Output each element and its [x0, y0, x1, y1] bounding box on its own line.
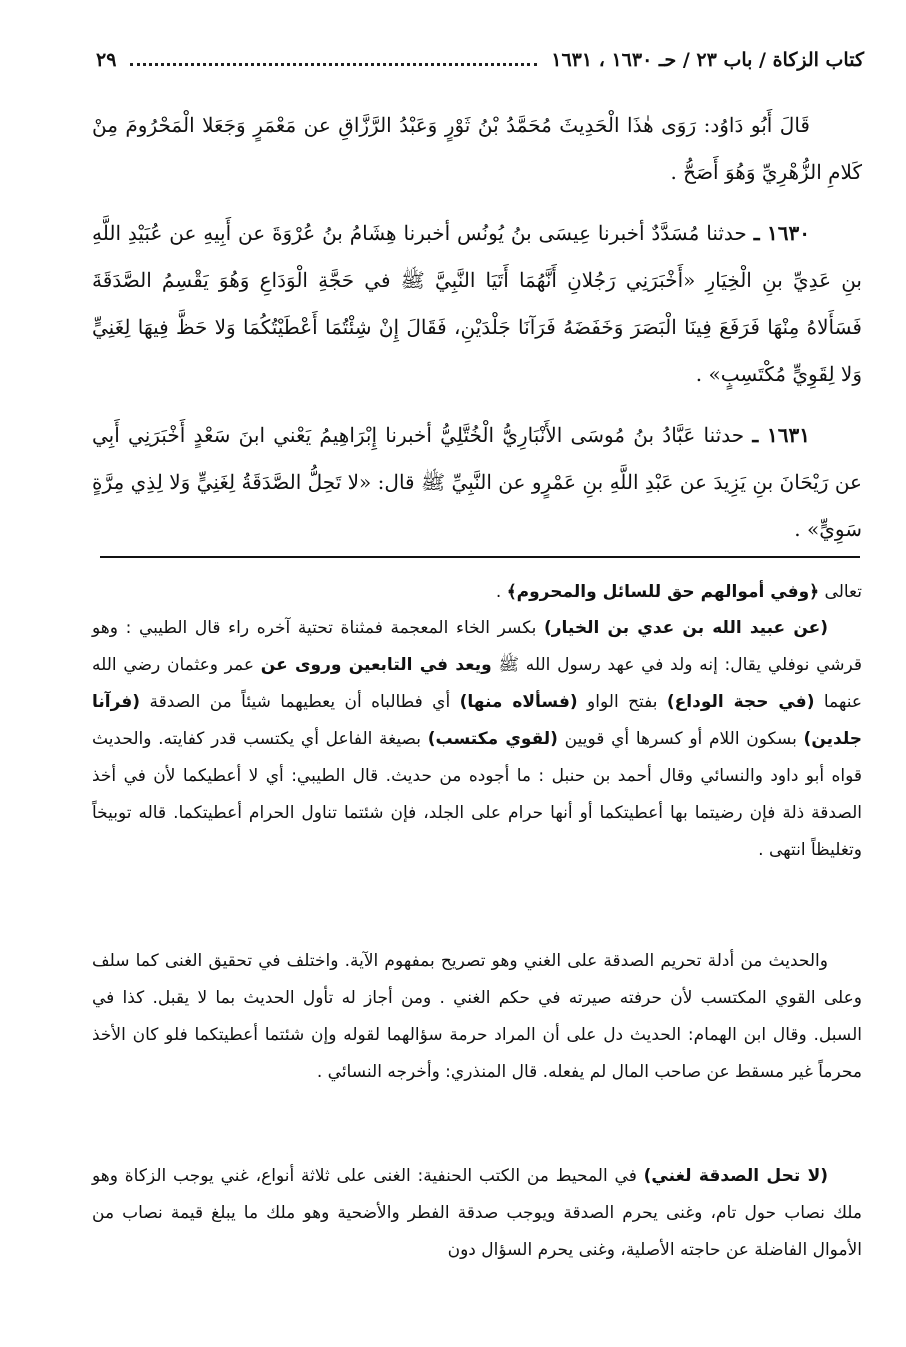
hadith-number-1630: ١٦٣٠ ـ: [753, 221, 810, 245]
commentary-text: في المحيط من الكتب الحنفية: الغنى على ثلاثة أنواع، غني يوجب الزكاة وهو ملك نصاب حول تام، وغنى يحرم الصدقة ويوجب صدقة الفطر والأضحية وهو ملك ما يبلغ قيمة نصاب من الأموال الفاضلة عن حاجته الأصلية، وغنى يحرم السؤال دون: [92, 1166, 862, 1260]
commentary-text: بسكون اللام أو كسرها أي قويين: [557, 729, 804, 749]
footnote-divider: [100, 556, 860, 558]
commentary-line1-pre: تعالى: [824, 582, 862, 602]
commentary-paragraph-3: والحديث من أدلة تحريم الصدقة على الغني وهو تصريح بمفهوم الآية. واختلف في تحقيق الغنى كما سلف وعلى القوي المكتسب لأن حرفته صيرته في حكم الغني . ومن أجاز له تأول الحديث بما لا يقبل. كذا في السبل. وقال ابن الهمام: الحديث دل على أن المراد حرمة سؤالهما لقوله وإن شئتما أعطيتكما فلو كان الأخذ محرماً غير مسقط عن صاحب المال لم يفعله. قال المنذري: وأخرجه النسائي .: [92, 951, 862, 1082]
commentary-line-1: [92, 574, 862, 611]
commentary-text: عمر وعثمان رضي الله عنهما: [92, 655, 862, 712]
lemma-qawiyy-muktasib: (لقوي مكتسب): [427, 729, 558, 749]
page-header: [96, 40, 864, 80]
commentary-text: بكسر الخاء المعجمة فمثناة تحتية آخره راء قال الطيبي : وهو قرشي نوفلي يقال: إنه ولد في عهد رسول الله ﷺ: [92, 618, 862, 675]
lemma-la-tahill: (لا تحل الصدقة لغني): [643, 1166, 829, 1186]
lemma-ubaydullah: (عن عبيد الله بن عدي بن الخيار): [543, 618, 828, 638]
quranic-verse: ﴿وفي أموالهم حق للسائل والمحروم﴾: [506, 582, 820, 602]
commentary-paragraph-4: [92, 1158, 862, 1269]
hadith-1630: [92, 210, 862, 398]
commentary-bold-phrase: ويعد في التابعين وروى عن: [260, 655, 492, 675]
hadith-1631-text: حدثنا عَبَّادُ بنُ مُوسَى الأَنْبَارِيُّ الْخُتَّلِيُّ أخبرنا إِبْرَاهِيمُ يَعْني ابنَ سَعْدٍ أَخْبَرَنِي أَبِي عن رَيْحَانَ بنِ يَزِيدَ عن عَبْدِ اللَّهِ بنِ عَمْرٍو عن النَّبِيِّ ﷺ قال: «لا تَحِلُّ الصَّدَقَةُ لِغَنِيٍّ وَلا لِذِي مِرَّةٍ سَوِيٍّ» .: [92, 423, 862, 541]
commentary-text: بصيغة الفاعل أي يكتسب قدر كفايته. والحديث قواه أبو داود والنسائي وقال أحمد بن حنبل : ما أجوده من حديث. قال الطيبي: أي لا أعطيكما لأن في أخذ الصدقة ذلة فإن رضيتما بها أعطيتكما أو أنها حرام على الجلد، فإن شئتما تناول الحرام أعطيتكما. قاله توبيخاً وتغليظاً انتهى .: [92, 729, 862, 860]
lemma-fasaalahu: (فسألاه منها): [459, 692, 578, 712]
commentary-text: بفتح الواو: [577, 692, 667, 712]
commentary-line1-post: .: [495, 582, 502, 602]
hadith-text-block-1: قَالَ أَبُو دَاوُد: رَوَى هٰذَا الْحَدِيثَ مُحَمَّدُ بْنُ ثَوْرٍ وَعَبْدُ الرَّزَّاقِ عن مَعْمَرٍ وَجَعَلا الْمَحْرُومَ مِنْ كَلامِ الزُّهْرِيِّ وَهُوَ أَصَحُّ .: [92, 113, 862, 184]
dotted-leader: [130, 63, 537, 66]
hadith-1631: [92, 412, 862, 553]
commentary-text: أي فطالباه أن يعطيهما شيئاً من الصدقة: [140, 692, 460, 712]
lemma-faraana-jaldayn: (فرآنا جلدين): [92, 692, 863, 749]
lemma-hajjat-al-wada: (في حجة الوداع): [666, 692, 815, 712]
commentary-paragraph-2: [92, 610, 862, 869]
running-title: كتاب الزكاة / باب ٢٣ / حـ ١٦٣٠ ، ١٦٣١: [551, 49, 864, 71]
hadith-1630-text: حدثنا مُسَدَّدٌ أخبرنا عِيسَى بنُ يُونُس أخبرنا هِشَامُ بنُ عُرْوَةَ عن أَبِيهِ عن عُبَيْدِ اللَّهِ بنِ عَدِيِّ بنِ الْخِيَارِ «أَخْبَرَنِي رَجُلانِ أَنَّهُمَا أَتَيَا النَّبِيَّ ﷺ في حَجَّةِ الْوَدَاعِ وَهُوَ يَقْسِمُ الصَّدَقَةَ فَسَأَلاهُ مِنْهَا فَرَفَعَ فِينَا الْبَصَرَ وَخَفَضَهُ فَرَآنَا جَلْدَيْنِ، فَقَالَ إِنْ شِئْتُمَا أَعْطَيْتُكُمَا وَلا حَظَّ فِيهَا لِغَنِيٍّ وَلا لِقَوِيٍّ مُكْتَسِبٍ» .: [92, 221, 862, 386]
hadith-number-1631: ١٦٣١ ـ: [752, 423, 810, 447]
page-number: ٢٩: [96, 49, 117, 71]
